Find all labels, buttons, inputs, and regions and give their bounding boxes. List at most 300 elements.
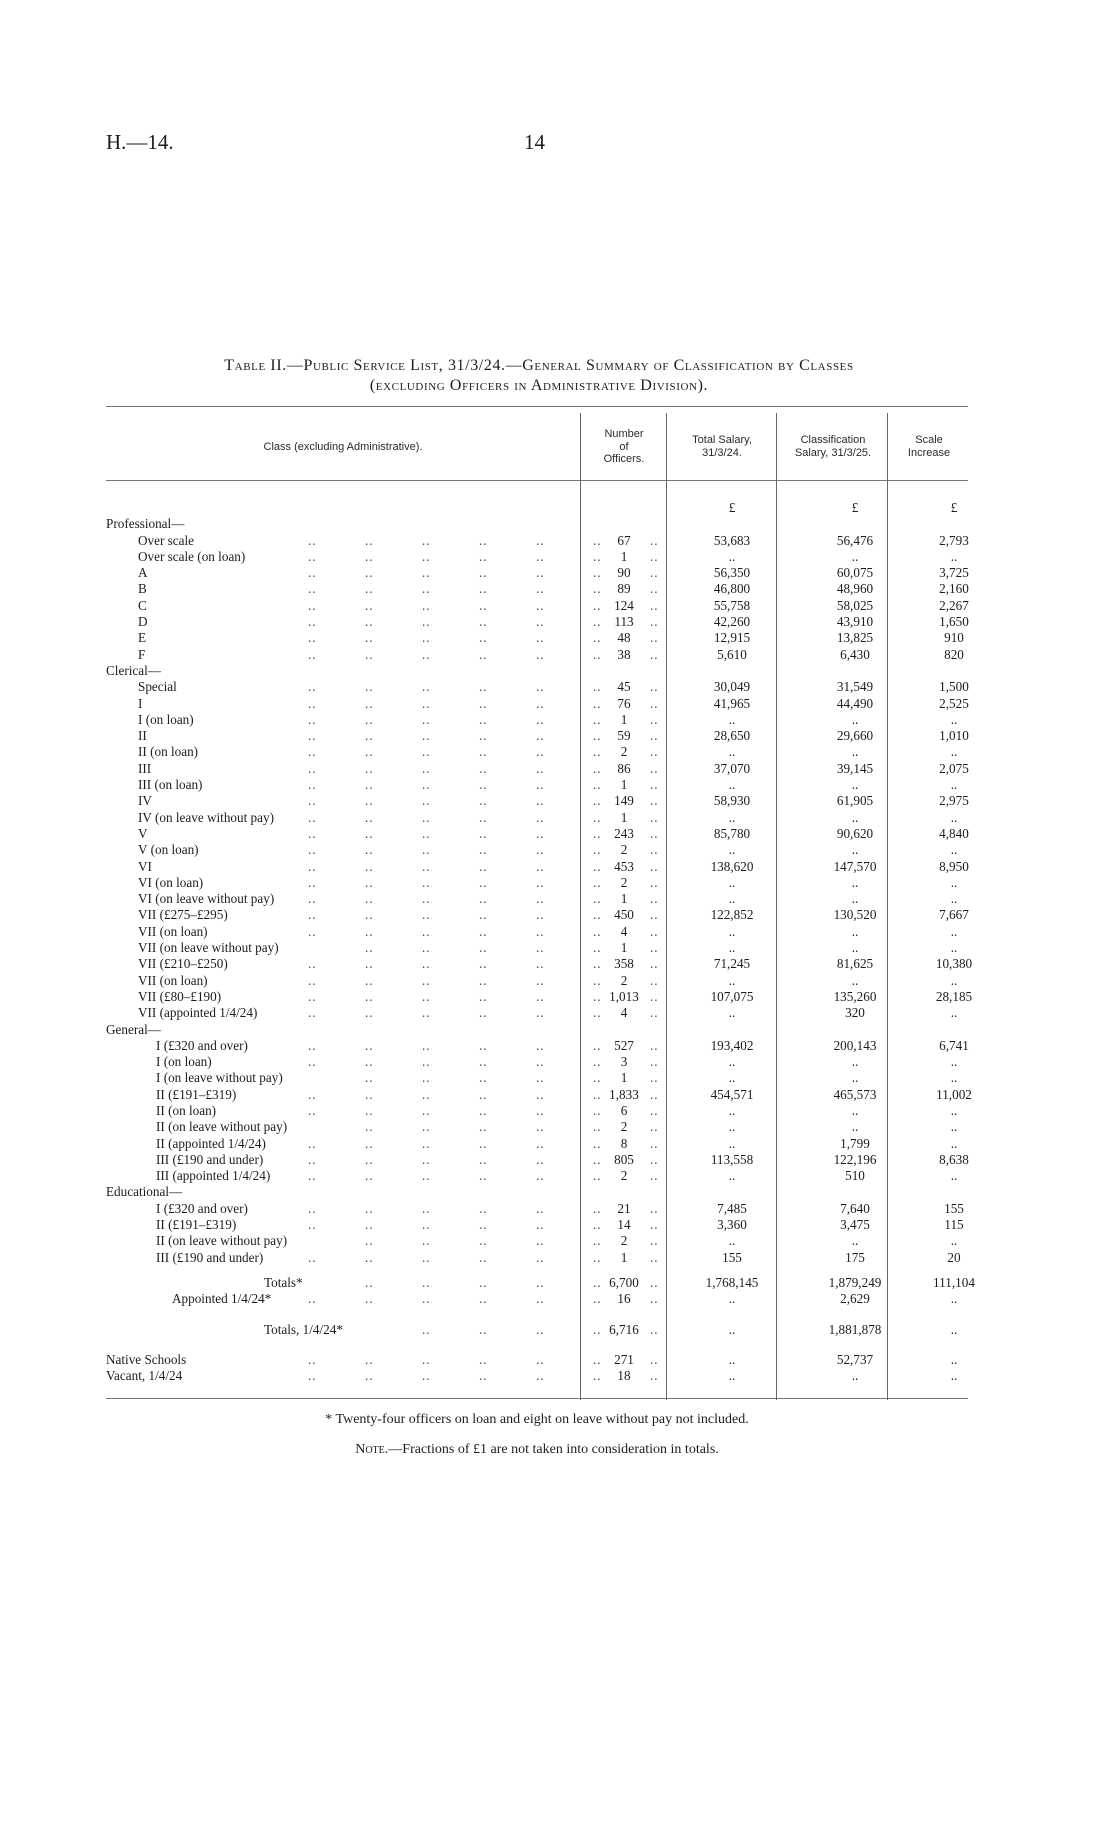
row-label: Educational— bbox=[106, 1184, 183, 1200]
scale-increase-cell: 2,975 bbox=[939, 793, 969, 809]
officers-count-cell: 38 bbox=[617, 646, 631, 662]
total-salary-cell: 56,350 bbox=[713, 565, 751, 581]
total-salary-cell: 41,965 bbox=[713, 695, 751, 711]
currency-symbol: £ bbox=[851, 500, 859, 515]
officers-count-cell: 2 bbox=[620, 1119, 628, 1135]
table-row: I (on loan) .. .. .. .. .. .. .. 3 .. .. .. bbox=[106, 1054, 966, 1070]
total-salary-cell: 12,915 bbox=[713, 630, 751, 646]
officers-count-cell: 45 bbox=[617, 679, 631, 695]
row-label: Totals, 1/4/24* bbox=[264, 1321, 343, 1337]
scale-increase-cell: .. bbox=[950, 1321, 958, 1337]
scale-increase-cell: .. bbox=[950, 1054, 958, 1070]
row-label: Over scale bbox=[138, 532, 195, 548]
scale-increase-cell: .. bbox=[950, 1351, 958, 1367]
classification-salary-cell: .. bbox=[851, 777, 859, 793]
classification-salary-cell: .. bbox=[851, 874, 859, 890]
classification-salary-cell: .. bbox=[851, 1368, 859, 1384]
classification-salary-cell: .. bbox=[851, 1102, 859, 1118]
officers-count-cell: 8 bbox=[620, 1135, 628, 1151]
table-row: VII (£210–£250) .. .. .. .. .. .. .. 358 71,245 81,625 10,380 bbox=[106, 956, 966, 972]
row-label: F bbox=[138, 646, 146, 662]
spacer bbox=[106, 1266, 966, 1275]
row-label: General— bbox=[106, 1021, 161, 1037]
total-salary-cell: .. bbox=[728, 711, 736, 727]
scale-increase-cell: 2,793 bbox=[939, 532, 969, 548]
row-label: VI (on loan) bbox=[138, 874, 204, 890]
table-subtitle: (excluding Officers in Administrative Division). bbox=[369, 377, 709, 394]
row-label: II (on loan) bbox=[156, 1102, 217, 1118]
table-row: III (appointed 1/4/24) .. .. .. .. .. .. .. 2 .. 510 .. bbox=[106, 1168, 966, 1184]
scale-increase-cell: 4,840 bbox=[939, 825, 969, 841]
table-row: I (on loan) .. .. .. .. .. .. .. 1 .. .. .. bbox=[106, 712, 966, 728]
total-salary-cell: 28,650 bbox=[713, 728, 751, 744]
total-salary-cell: 122,852 bbox=[710, 907, 754, 923]
row-label: I (£320 and over) bbox=[156, 1037, 248, 1053]
row-label: III (appointed 1/4/24) bbox=[156, 1168, 271, 1184]
scale-increase-cell: .. bbox=[950, 842, 958, 858]
officers-count-cell: 271 bbox=[614, 1351, 634, 1367]
table-row: I .. .. .. .. .. .. .. 76 41,965 44,490 2,525 bbox=[106, 696, 966, 712]
classification-salary-cell: 31,549 bbox=[836, 679, 874, 695]
table-row: D .. .. .. .. .. .. .. 113 42,260 43,910 1,650 bbox=[106, 614, 966, 630]
officers-count-cell: 1 bbox=[620, 1070, 628, 1086]
scale-increase-cell: .. bbox=[950, 548, 958, 564]
row-label: V (on loan) bbox=[138, 842, 199, 858]
classification-salary-cell: .. bbox=[851, 923, 859, 939]
spacer bbox=[106, 1338, 966, 1352]
scale-increase-cell: 1,650 bbox=[939, 614, 969, 630]
scale-increase-cell: .. bbox=[950, 874, 958, 890]
table-body bbox=[106, 500, 975, 1384]
scale-increase-cell: 2,525 bbox=[939, 695, 969, 711]
table-row: Over scale (on loan) .. .. .. .. .. .. .. 1 .. .. .. bbox=[106, 549, 966, 565]
row-label: II (on leave without pay) bbox=[156, 1233, 288, 1249]
officers-count-cell: 124 bbox=[614, 597, 634, 613]
scale-increase-cell: 11,002 bbox=[936, 1086, 972, 1102]
row-label: II (£191–£319) bbox=[156, 1086, 237, 1102]
officers-count-cell: 1 bbox=[620, 1249, 628, 1265]
column-header-classification-salary: Classification Salary, 31/3/25. bbox=[794, 434, 872, 459]
classification-salary-cell: 90,620 bbox=[836, 825, 874, 841]
column-header-scale-increase: Scale Increase bbox=[907, 434, 951, 459]
classification-salary-cell: 81,625 bbox=[836, 956, 874, 972]
total-salary-cell: 454,571 bbox=[710, 1086, 754, 1102]
officers-count-cell: 1 bbox=[620, 548, 628, 564]
row-label: IV bbox=[138, 793, 152, 809]
scale-increase-cell: 8,950 bbox=[939, 858, 969, 874]
currency-symbol: £ bbox=[950, 500, 958, 515]
table-row: II (£191–£319) .. .. .. .. .. .. .. 14 3,360 3,475 115 bbox=[106, 1217, 966, 1233]
officers-count-cell: 2 bbox=[620, 874, 628, 890]
total-salary-cell: .. bbox=[728, 1070, 736, 1086]
scale-increase-cell: 115 bbox=[944, 1217, 964, 1233]
table-row: II (on leave without pay) .. .. .. .. .. .. 2 .. .. .. bbox=[106, 1119, 966, 1135]
scale-increase-cell: 28,185 bbox=[935, 988, 973, 1004]
total-salary-cell: 1,768,145 bbox=[705, 1274, 759, 1290]
scale-increase-cell: 155 bbox=[944, 1200, 964, 1216]
totals-row: Appointed 1/4/24* .. .. .. .. .. .. .. 16 .. 2,629 .. bbox=[106, 1291, 966, 1307]
currency-symbol: £ bbox=[728, 500, 736, 515]
row-label: Totals* bbox=[264, 1274, 303, 1290]
scale-increase-cell: 2,267 bbox=[939, 597, 969, 613]
totals-row: Totals* .. .. .. .. .. .. 6,700 1,768,145 1,879,249 111,104 bbox=[106, 1275, 966, 1291]
officers-count-cell: 1 bbox=[620, 777, 628, 793]
classification-salary-cell: 465,573 bbox=[833, 1086, 877, 1102]
row-label: VII (on leave without pay) bbox=[138, 940, 279, 956]
officers-count-cell: 1 bbox=[620, 809, 628, 825]
row-label: VII (on loan) bbox=[138, 923, 208, 939]
row-label: VII (£275–£295) bbox=[138, 907, 228, 923]
top-rule bbox=[106, 406, 968, 407]
scale-increase-cell: 10,380 bbox=[935, 956, 973, 972]
grand-total-row: Totals, 1/4/24* .. .. .. .. .. 6,716 .. 1,881,878 .. bbox=[106, 1322, 966, 1338]
row-label: II (on loan) bbox=[138, 744, 199, 760]
row-label: I (on leave without pay) bbox=[156, 1070, 283, 1086]
classification-salary-cell: .. bbox=[851, 711, 859, 727]
header-rule bbox=[106, 480, 968, 481]
total-salary-cell: .. bbox=[728, 842, 736, 858]
officers-count-cell: 6,716 bbox=[609, 1321, 639, 1337]
classification-salary-cell: .. bbox=[851, 940, 859, 956]
classification-salary-cell: 1,879,249 bbox=[828, 1274, 882, 1290]
scale-increase-cell: 8,638 bbox=[939, 1151, 969, 1167]
row-label: Vacant, 1/4/24 bbox=[106, 1368, 183, 1384]
table-row: VII (on loan) .. .. .. .. .. .. .. 4 .. .. .. bbox=[106, 924, 966, 940]
scale-increase-cell: .. bbox=[950, 1135, 958, 1151]
classification-salary-cell: 135,260 bbox=[833, 988, 877, 1004]
total-salary-cell: 58,930 bbox=[713, 793, 751, 809]
table-row: B .. .. .. .. .. .. .. 89 46,800 48,960 2,160 bbox=[106, 581, 966, 597]
table-row: C .. .. .. .. .. .. .. 124 55,758 58,025 2,267 bbox=[106, 598, 966, 614]
total-salary-cell: .. bbox=[728, 940, 736, 956]
column-header-class: Class (excluding Administrative). bbox=[263, 441, 423, 453]
officers-count-cell: 6 bbox=[620, 1102, 628, 1118]
classification-salary-cell: 52,737 bbox=[836, 1351, 874, 1367]
classification-salary-cell: 60,075 bbox=[836, 565, 874, 581]
classification-salary-cell: 200,143 bbox=[833, 1037, 877, 1053]
classification-salary-cell: .. bbox=[851, 1070, 859, 1086]
total-salary-cell: .. bbox=[728, 1368, 736, 1384]
classification-salary-cell: .. bbox=[851, 972, 859, 988]
officers-count-cell: 16 bbox=[617, 1291, 631, 1307]
scale-increase-cell: .. bbox=[950, 1368, 958, 1384]
section-heading-row bbox=[106, 516, 966, 532]
row-label: Over scale (on loan) bbox=[138, 548, 246, 564]
footnote-asterisk: * Twenty-four officers on loan and eight on leave without pay not included. bbox=[325, 1412, 749, 1427]
classification-salary-cell: .. bbox=[851, 1119, 859, 1135]
footnote-note: Note.—Fractions of £1 are not taken into consideration in totals. bbox=[355, 1442, 719, 1457]
total-salary-cell: 3,360 bbox=[717, 1217, 747, 1233]
officers-count-cell: 86 bbox=[617, 760, 631, 776]
scale-increase-cell: 3,725 bbox=[939, 565, 969, 581]
total-salary-cell: 55,758 bbox=[713, 597, 751, 613]
table-row: Special .. .. .. .. .. .. .. 45 30,049 31,549 1,500 bbox=[106, 679, 966, 695]
table-row: III (on loan) .. .. .. .. .. .. .. 1 .. .. .. bbox=[106, 777, 966, 793]
officers-count-cell: 1,833 bbox=[609, 1086, 639, 1102]
scale-increase-cell: 2,075 bbox=[939, 760, 969, 776]
total-salary-cell: 113,558 bbox=[710, 1151, 754, 1167]
officers-count-cell: 2 bbox=[620, 842, 628, 858]
officers-count-cell: 2 bbox=[620, 1233, 628, 1249]
officers-count-cell: 1 bbox=[620, 891, 628, 907]
classification-salary-cell: 44,490 bbox=[836, 695, 874, 711]
classification-salary-cell: 6,430 bbox=[840, 646, 870, 662]
row-label: II (£191–£319) bbox=[156, 1217, 237, 1233]
classification-salary-cell: 56,476 bbox=[836, 532, 874, 548]
total-salary-cell: 155 bbox=[722, 1249, 742, 1265]
officers-count-cell: 2 bbox=[620, 972, 628, 988]
table-row: Native Schools .. .. .. .. .. .. .. 271 .. 52,737 .. bbox=[106, 1352, 966, 1368]
scale-increase-cell: .. bbox=[950, 809, 958, 825]
row-label: Appointed 1/4/24* bbox=[172, 1291, 272, 1307]
classification-salary-cell: 3,475 bbox=[840, 1217, 870, 1233]
section-heading-row bbox=[106, 663, 966, 679]
classification-salary-cell: 122,196 bbox=[833, 1151, 877, 1167]
scale-increase-cell: 20 bbox=[947, 1249, 961, 1265]
row-label: VII (£80–£190) bbox=[138, 988, 222, 1004]
scale-increase-cell: 910 bbox=[944, 630, 964, 646]
classification-salary-cell: .. bbox=[851, 744, 859, 760]
row-label: Special bbox=[138, 679, 177, 695]
row-label: III (on loan) bbox=[138, 777, 203, 793]
page-reference: H.—14. bbox=[106, 130, 174, 154]
table-row: F .. .. .. .. .. .. .. 38 5,610 6,430 820 bbox=[106, 647, 966, 663]
scale-increase-cell: .. bbox=[950, 1102, 958, 1118]
total-salary-cell: .. bbox=[728, 744, 736, 760]
total-salary-cell: 5,610 bbox=[717, 646, 747, 662]
row-label: VI (on leave without pay) bbox=[138, 891, 275, 907]
scale-increase-cell: 6,741 bbox=[939, 1037, 969, 1053]
officers-count-cell: 358 bbox=[614, 956, 634, 972]
page-number: 14 bbox=[524, 130, 545, 154]
row-label: C bbox=[138, 597, 147, 613]
row-label: B bbox=[138, 581, 147, 597]
table-row: II (£191–£319) .. .. .. .. .. .. .. 1,833 454,571 465,573 11,002 bbox=[106, 1087, 966, 1103]
officers-count-cell: 243 bbox=[614, 825, 634, 841]
spacer bbox=[106, 1308, 966, 1322]
total-salary-cell: 71,245 bbox=[713, 956, 751, 972]
classification-salary-cell: .. bbox=[851, 1233, 859, 1249]
row-label: Native Schools bbox=[106, 1351, 187, 1367]
table-row: II .. .. .. .. .. .. .. 59 28,650 29,660 1,010 bbox=[106, 728, 966, 744]
officers-count-cell: 48 bbox=[617, 630, 631, 646]
total-salary-cell: 7,485 bbox=[717, 1200, 747, 1216]
row-label: VII (£210–£250) bbox=[138, 956, 228, 972]
scale-increase-cell: .. bbox=[950, 1005, 958, 1021]
bottom-rule bbox=[106, 1398, 968, 1399]
section-heading-row bbox=[106, 1184, 966, 1200]
officers-count-cell: 89 bbox=[617, 581, 631, 597]
table-row: A .. .. .. .. .. .. .. 90 56,350 60,075 3,725 bbox=[106, 565, 966, 581]
officers-count-cell: 4 bbox=[620, 923, 628, 939]
officers-count-cell: 453 bbox=[614, 858, 634, 874]
total-salary-cell: .. bbox=[728, 1321, 736, 1337]
classification-salary-cell: 29,660 bbox=[836, 728, 874, 744]
table-row: VI (on leave without pay) .. .. .. .. .. .. .. 1 .. .. .. bbox=[106, 891, 966, 907]
table-row: VII (on leave without pay) .. .. .. .. .. .. 1 .. .. .. bbox=[106, 940, 966, 956]
officers-count-cell: 76 bbox=[617, 695, 631, 711]
total-salary-cell: .. bbox=[728, 1102, 736, 1118]
officers-count-cell: 1 bbox=[620, 711, 628, 727]
scale-increase-cell: .. bbox=[950, 972, 958, 988]
section-heading-row bbox=[106, 1022, 966, 1038]
officers-count-cell: 1,013 bbox=[609, 988, 639, 1004]
scale-increase-cell: 1,010 bbox=[939, 728, 969, 744]
classification-salary-cell: 58,025 bbox=[836, 597, 874, 613]
scale-increase-cell: .. bbox=[950, 1233, 958, 1249]
table-row: I (£320 and over) .. .. .. .. .. .. .. 527 193,402 200,143 6,741 bbox=[106, 1038, 966, 1054]
table-row: VII (£275–£295) .. .. .. .. .. .. .. 450 122,852 130,520 7,667 bbox=[106, 907, 966, 923]
row-label: E bbox=[138, 630, 147, 646]
classification-salary-cell: .. bbox=[851, 842, 859, 858]
row-label: III (£190 and under) bbox=[156, 1151, 264, 1167]
table-row: VII (on loan) .. .. .. .. .. .. .. 2 .. .. .. bbox=[106, 973, 966, 989]
officers-count-cell: 21 bbox=[617, 1200, 631, 1216]
total-salary-cell: 37,070 bbox=[713, 760, 751, 776]
classification-salary-cell: .. bbox=[851, 809, 859, 825]
scale-increase-cell: .. bbox=[950, 1168, 958, 1184]
classification-salary-cell: 320 bbox=[845, 1005, 865, 1021]
officers-count-cell: 18 bbox=[617, 1368, 631, 1384]
total-salary-cell: 107,075 bbox=[710, 988, 754, 1004]
column-header-total-salary: Total Salary, 31/3/24. bbox=[692, 434, 752, 459]
total-salary-cell: .. bbox=[728, 548, 736, 564]
scale-increase-cell: .. bbox=[950, 1119, 958, 1135]
currency-row bbox=[106, 500, 966, 516]
officers-count-cell: 6,700 bbox=[609, 1274, 639, 1290]
table-row: V (on loan) .. .. .. .. .. .. .. 2 .. .. .. bbox=[106, 842, 966, 858]
classification-salary-cell: 510 bbox=[845, 1168, 865, 1184]
table-row: VII (appointed 1/4/24) .. .. .. .. .. .. .. 4 .. 320 .. bbox=[106, 1005, 966, 1021]
row-label: III (£190 and under) bbox=[156, 1249, 264, 1265]
classification-salary-cell: 7,640 bbox=[840, 1200, 870, 1216]
table-row: VI .. .. .. .. .. .. .. 453 138,620 147,570 8,950 bbox=[106, 859, 966, 875]
total-salary-cell: 46,800 bbox=[713, 581, 751, 597]
officers-count-cell: 1 bbox=[620, 940, 628, 956]
table-row: I (on leave without pay) .. .. .. .. .. .. 1 .. .. .. bbox=[106, 1070, 966, 1086]
total-salary-cell: 30,049 bbox=[713, 679, 751, 695]
total-salary-cell: 85,780 bbox=[713, 825, 751, 841]
table-row: III .. .. .. .. .. .. .. 86 37,070 39,145 2,075 bbox=[106, 761, 966, 777]
officers-count-cell: 450 bbox=[614, 907, 634, 923]
scale-increase-cell: .. bbox=[950, 744, 958, 760]
classification-salary-cell: 13,825 bbox=[836, 630, 874, 646]
officers-count-cell: 59 bbox=[617, 728, 631, 744]
row-label: V bbox=[138, 825, 148, 841]
total-salary-cell: .. bbox=[728, 809, 736, 825]
table-title: Table II.—Public Service List, 31/3/24.—General Summary of Classification by Classes bbox=[224, 357, 854, 374]
classification-salary-cell: 43,910 bbox=[836, 614, 874, 630]
scale-increase-cell: 2,160 bbox=[939, 581, 969, 597]
table-row: II (on loan) .. .. .. .. .. .. .. 6 .. .. .. bbox=[106, 1103, 966, 1119]
table-row: II (on loan) .. .. .. .. .. .. .. 2 .. .. .. bbox=[106, 744, 966, 760]
classification-salary-cell: 130,520 bbox=[833, 907, 877, 923]
scale-increase-cell: 7,667 bbox=[939, 907, 969, 923]
row-label: Clerical— bbox=[106, 662, 161, 678]
total-salary-cell: .. bbox=[728, 1005, 736, 1021]
scale-increase-cell: .. bbox=[950, 891, 958, 907]
total-salary-cell: .. bbox=[728, 972, 736, 988]
total-salary-cell: .. bbox=[728, 923, 736, 939]
row-label: VII (appointed 1/4/24) bbox=[138, 1005, 258, 1021]
scale-increase-cell: 820 bbox=[944, 646, 964, 662]
row-label: I (on loan) bbox=[138, 711, 194, 727]
scale-increase-cell: 111,104 bbox=[933, 1274, 975, 1290]
total-salary-cell: 193,402 bbox=[710, 1037, 754, 1053]
total-salary-cell: .. bbox=[728, 891, 736, 907]
table-row: V .. .. .. .. .. .. .. 243 85,780 90,620 4,840 bbox=[106, 826, 966, 842]
row-label: IV (on leave without pay) bbox=[138, 809, 274, 825]
officers-count-cell: 67 bbox=[617, 532, 631, 548]
row-label: I (£320 and over) bbox=[156, 1200, 248, 1216]
table-row: III (£190 and under) .. .. .. .. .. .. .. 1 155 175 20 bbox=[106, 1250, 966, 1266]
officers-count-cell: 2 bbox=[620, 1168, 628, 1184]
total-salary-cell: .. bbox=[728, 1119, 736, 1135]
total-salary-cell: .. bbox=[728, 1168, 736, 1184]
classification-salary-cell: .. bbox=[851, 1054, 859, 1070]
classification-salary-cell: .. bbox=[851, 891, 859, 907]
scale-increase-cell: .. bbox=[950, 711, 958, 727]
officers-count-cell: 4 bbox=[620, 1005, 628, 1021]
row-label: III bbox=[138, 760, 152, 776]
table-row: I (£320 and over) .. .. .. .. .. .. .. 21 7,485 7,640 155 bbox=[106, 1201, 966, 1217]
row-label: A bbox=[138, 565, 148, 581]
table-row: Over scale .. .. .. .. .. .. .. 67 53,683 56,476 2,793 bbox=[106, 533, 966, 549]
total-salary-cell: .. bbox=[728, 874, 736, 890]
row-label: VII (on loan) bbox=[138, 972, 208, 988]
table-row: IV .. .. .. .. .. .. .. 149 58,930 61,905 2,975 bbox=[106, 793, 966, 809]
officers-count-cell: 149 bbox=[614, 793, 634, 809]
row-label: II (appointed 1/4/24) bbox=[156, 1135, 266, 1151]
scale-increase-cell: .. bbox=[950, 940, 958, 956]
officers-count-cell: 90 bbox=[617, 565, 631, 581]
classification-salary-cell: 1,799 bbox=[840, 1135, 870, 1151]
officers-count-cell: 3 bbox=[620, 1054, 628, 1070]
table-row: II (on leave without pay) .. .. .. .. .. .. 2 .. .. .. bbox=[106, 1233, 966, 1249]
scale-increase-cell: .. bbox=[950, 1291, 958, 1307]
table-row: VII (£80–£190) .. .. .. .. .. .. .. 1,013 107,075 135,260 28,185 bbox=[106, 989, 966, 1005]
table-row: IV (on leave without pay) .. .. .. .. .. .. .. 1 .. .. .. bbox=[106, 810, 966, 826]
table-row: E .. .. .. .. .. .. .. 48 12,915 13,825 910 bbox=[106, 630, 966, 646]
table-row: III (£190 and under) .. .. .. .. .. .. .. 805 113,558 122,196 8,638 bbox=[106, 1152, 966, 1168]
classification-salary-cell: 175 bbox=[845, 1249, 865, 1265]
scale-increase-cell: .. bbox=[950, 777, 958, 793]
classification-salary-cell: 147,570 bbox=[833, 858, 877, 874]
officers-count-cell: 2 bbox=[620, 744, 628, 760]
row-label: I (on loan) bbox=[156, 1054, 212, 1070]
classification-salary-cell: 2,629 bbox=[840, 1291, 870, 1307]
total-salary-cell: .. bbox=[728, 1351, 736, 1367]
row-label: I bbox=[138, 695, 143, 711]
total-salary-cell: 53,683 bbox=[713, 532, 751, 548]
row-label: II (on leave without pay) bbox=[156, 1119, 288, 1135]
total-salary-cell: .. bbox=[728, 1135, 736, 1151]
scale-increase-cell: .. bbox=[950, 923, 958, 939]
total-salary-cell: .. bbox=[728, 1233, 736, 1249]
table-row: Vacant, 1/4/24 .. .. .. .. .. .. .. 18 .. .. .. bbox=[106, 1368, 966, 1384]
total-salary-cell: 42,260 bbox=[713, 614, 751, 630]
total-salary-cell: .. bbox=[728, 1054, 736, 1070]
officers-count-cell: 14 bbox=[617, 1217, 631, 1233]
classification-salary-cell: 48,960 bbox=[836, 581, 874, 597]
table-row: VI (on loan) .. .. .. .. .. .. .. 2 .. .. .. bbox=[106, 875, 966, 891]
column-header-number: Number of Officers. bbox=[603, 428, 645, 465]
classification-salary-cell: 61,905 bbox=[836, 793, 874, 809]
classification-salary-cell: 1,881,878 bbox=[828, 1321, 882, 1337]
table-row: II (appointed 1/4/24) .. .. .. .. .. .. .. 8 .. 1,799 .. bbox=[106, 1136, 966, 1152]
officers-count-cell: 527 bbox=[614, 1037, 634, 1053]
row-label: D bbox=[138, 614, 148, 630]
